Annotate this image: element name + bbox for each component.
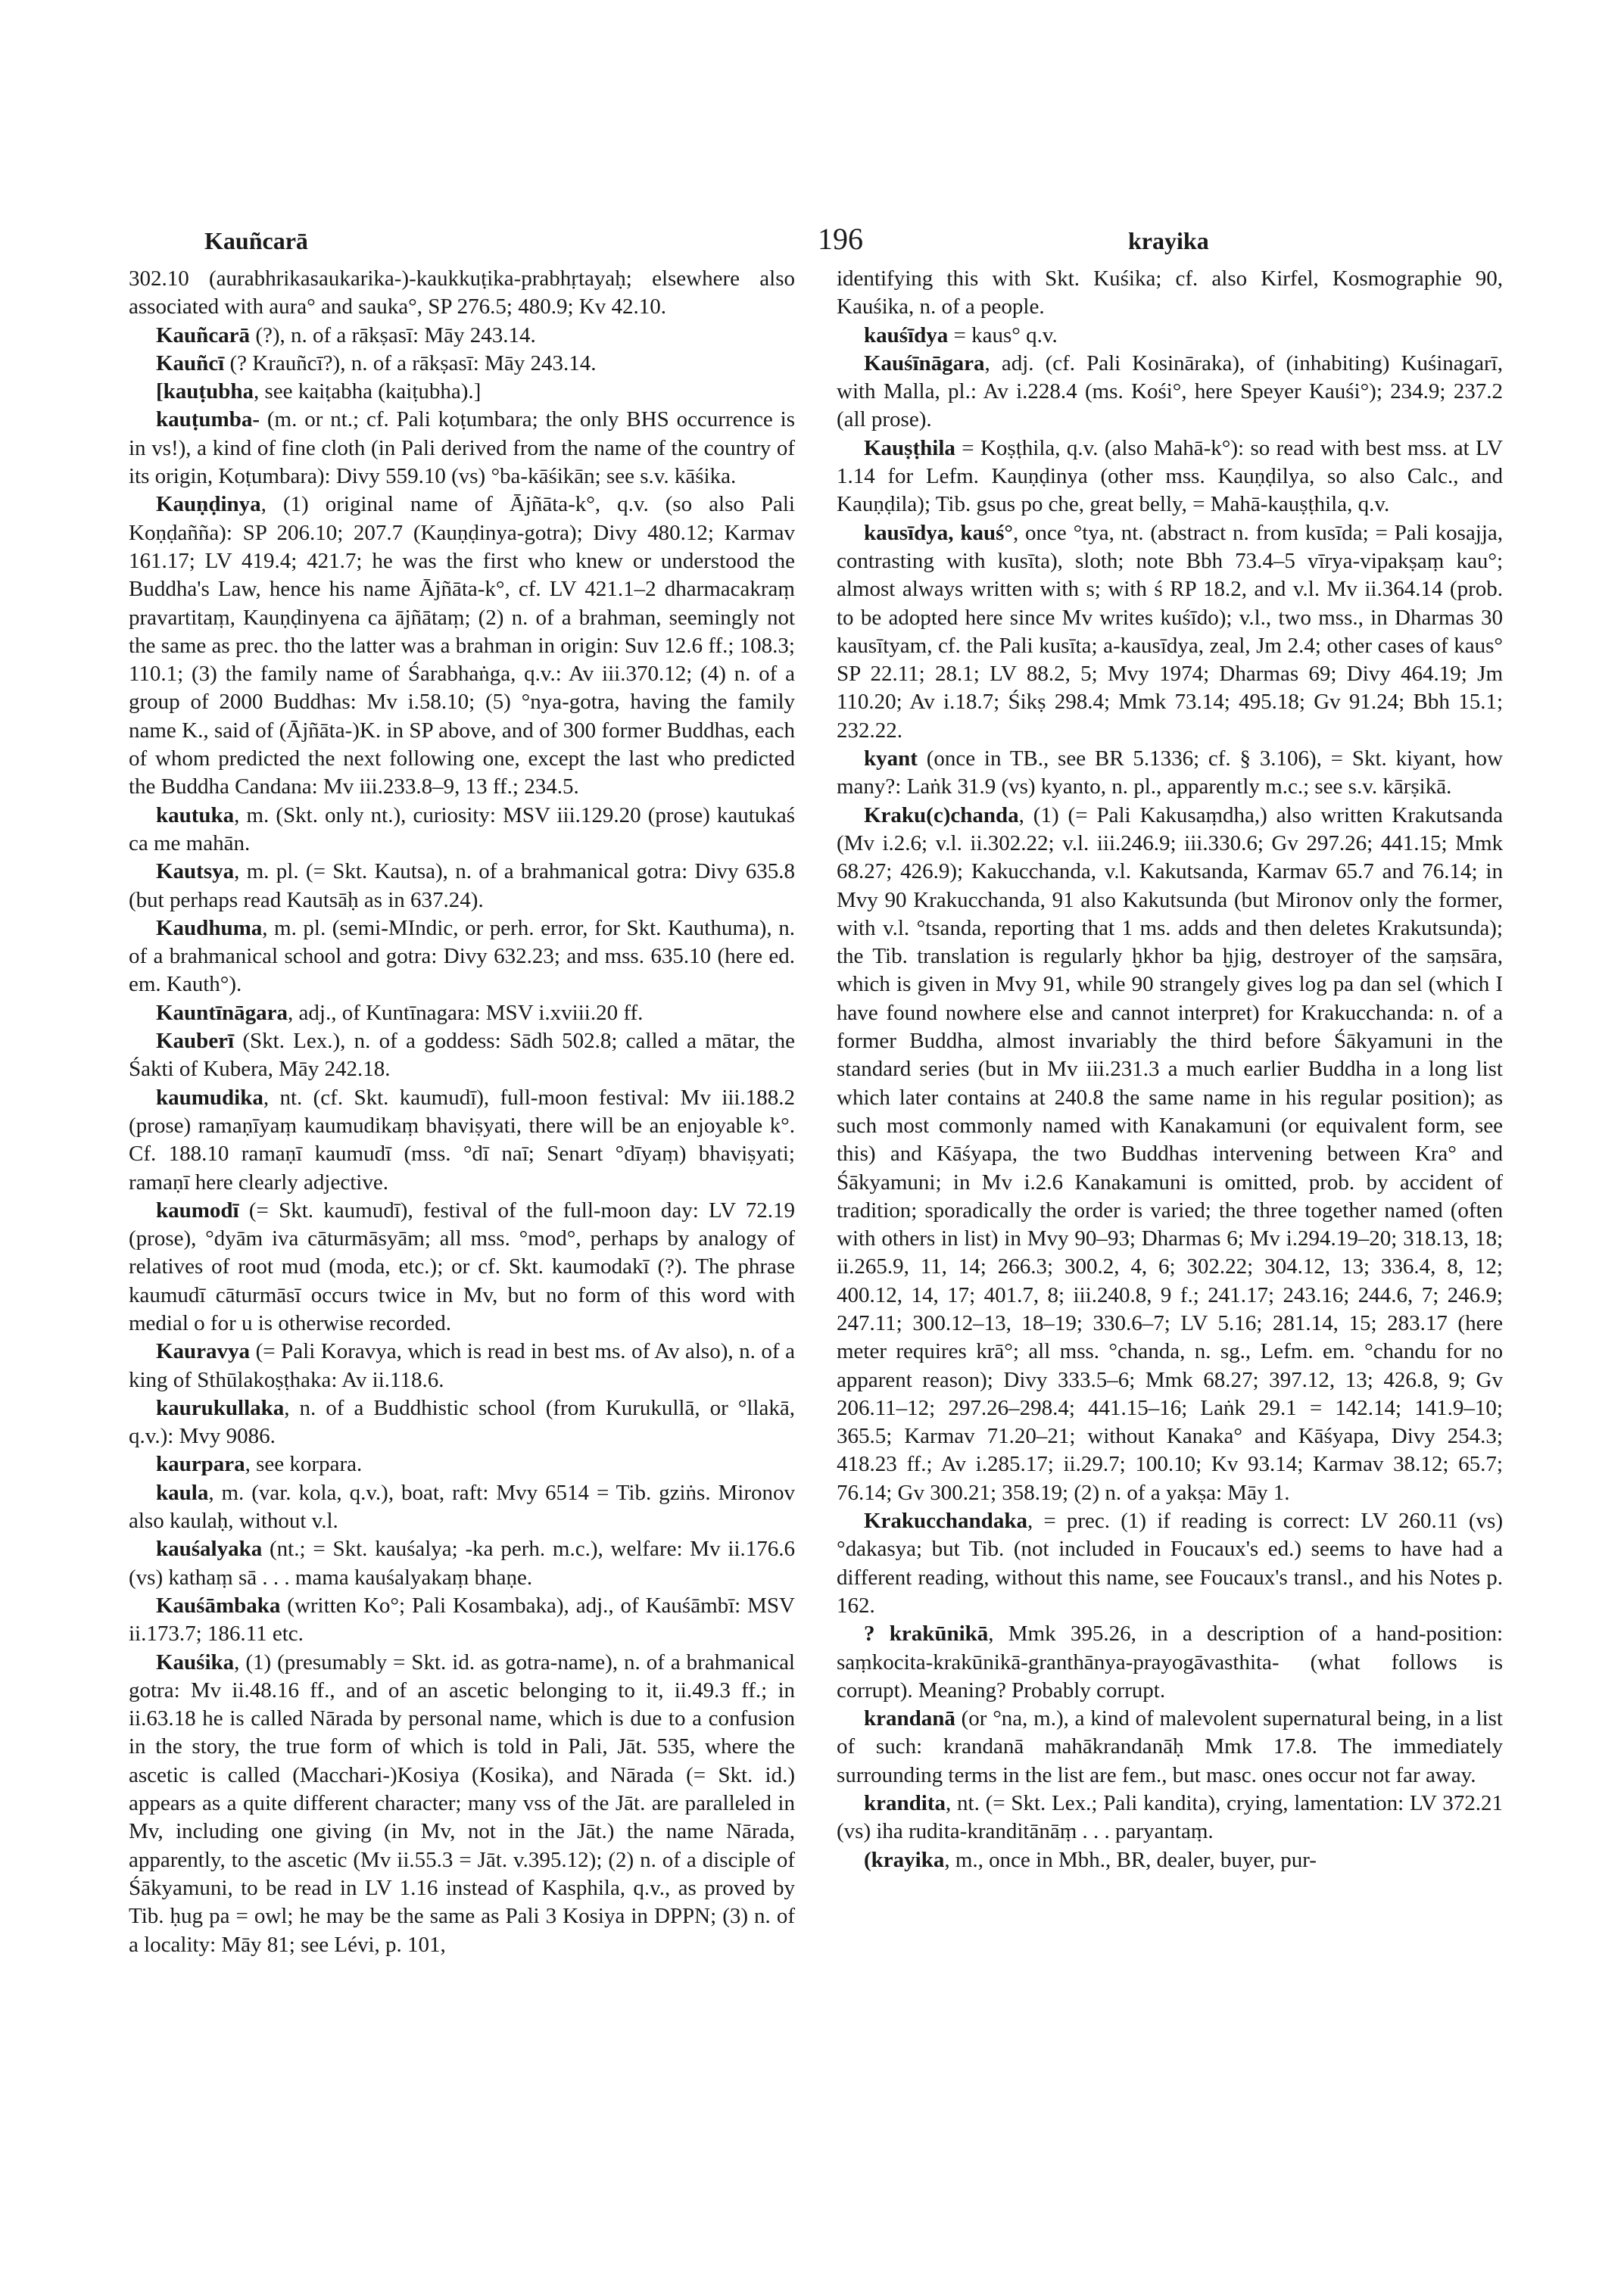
entry-text: , (1) original name of Ājñāta-k°, q.v. (so also Pali Koṇḍañña): SP 206.10; 207.7 (Kauṇḍinya-gotra); Divy 480.12; Karmav 161.17; LV 419.4; 421.7; he was the first who knew or understood the Buddha's Law, hence his name Ājñāta-k°, cf. LV 421.1–2 dharmacakraṃ pravartitaṃ, Kauṇḍinyena ca ājñātaṃ; (2) n. of a brahman, seemingly not the same as prec. tho the latter was a brahman in origin: Suv 12.6 ff.; 108.3; 110.1; (3) the family name of Śarabhaṅga, q.v.: Av iii.370.12; (4) n. of a group of 2000 Buddhas: Mv i.58.10; (5) °nya-gotra, having the family name K., said of (Ājñāta-)K. in SP above, and of 300 former Buddhas, each of whom predicted the next following one, except the last who predicted the Buddha Candana: Mv iii.233.8–9, 13 ff.; 234.5. [129, 492, 795, 799]
dictionary-entry [129, 1592, 795, 1649]
entry-text: , adj. (cf. Pali Kosinārakа), of (inhabiting) Kuśinagarī, with Malla, pl.: Av i.228.4 (ms. Kośi°, here Speyer Kauśi°); 234.9; 237.2 (all prose). [837, 350, 1503, 432]
entry-headword: kaumodī [156, 1198, 239, 1223]
dictionary-entry [129, 1338, 795, 1394]
dictionary-entry [837, 435, 1503, 519]
entry-headword: Kraku(c)chanda [864, 802, 1019, 827]
dictionary-entry [129, 802, 795, 858]
entry-text: (= Skt. kaumudī), festival of the full-moon day: LV 72.19 (prose), °dyām iva cāturmāsyām; all mss. °mod°, perhaps by analogy of relatives of root mud (moda, etc.); or cf. Skt. kaumodakī (?). The phrase kaumudī cāturmāsī occurs twice in Mv, but no form of this word with medial o for u is otherwise recorded. [129, 1198, 795, 1335]
dictionary-entry [837, 802, 1503, 1507]
page-number: 196 [818, 222, 863, 256]
dictionary-entry [129, 914, 795, 999]
entry-headword: Kauñcī [156, 350, 225, 375]
entry-text: (?), n. of a rākṣasī: Māy 243.14. [250, 322, 536, 347]
entry-text: identifying this with Skt. Kuśika; cf. also Kirfel, Kosmographie 90, Kauśika, n. of a people. [837, 266, 1503, 319]
entry-headword: Krakucchandaka [864, 1509, 1027, 1534]
entry-text: , = prec. (1) if reading is correct: LV 260.11 (vs) °dakasya; but Tib. (not included in Foucaux's ed.) seems to have had a different reading, without this name, see Foucaux's transl., and his Notes p. 162. [837, 1509, 1503, 1618]
dictionary-entry [837, 322, 1503, 350]
entry-headword: kaurpara [156, 1452, 245, 1477]
entry-headword: krandita [864, 1791, 946, 1816]
entry-headword: kausīdya, kauś° [864, 520, 1013, 545]
entry-text: (? Krauñcī?), n. of a rākṣasī: Māy 243.14. [224, 350, 597, 375]
entry-headword: [kauṭubha [156, 379, 254, 404]
entry-headword: Kauberī [156, 1029, 235, 1054]
dictionary-entry [129, 322, 795, 350]
dictionary-entry [129, 1027, 795, 1084]
entry-headword: Kauntīnāgara [156, 1000, 288, 1025]
left-column [129, 265, 795, 1959]
entry-text: , adj., of Kuntīnagara: MSV i.xviii.20 ff. [288, 1000, 644, 1025]
entry-text: , Mmk 395.26, in a description of a hand-position: saṃkocita-krakūnikā-granthānya-prayogāvasthita- (what follows is corrupt). Meaning? Probably corrupt. [837, 1622, 1503, 1703]
entry-text: , see korpara. [245, 1452, 363, 1477]
entry-text: 302.10 (aurabhrikasaukarika-)-kaukkuṭika-prabhṛtayaḥ; elsewhere also associated with aura° and sauka°, SP 276.5; 480.9; Kv 42.10. [129, 266, 795, 319]
dictionary-entry [837, 1846, 1503, 1874]
entry-text: (once in TB., see BR 5.1336; cf. § 3.106), = Skt. kiyant, how many?: Laṅk 31.9 (vs) kyanto, n. pl., apparently m.c.; see s.v. kārṣikā. [837, 746, 1503, 799]
dictionary-entry [129, 858, 795, 914]
dictionary-entry [129, 999, 795, 1027]
entry-text: , (1) (presumably = Skt. id. as gotra-name), n. of a brahmanical gotra: Mv ii.48.16 ff., and of an ascetic belonging to it, ii.49.3 ff.; in ii.63.18 he is called Nārada by personal name, which is due to a confusion in the story, the true form of which is told in Pali, Jāt. 535, where the ascetic is called (Macchari-)Kosiya (Kosika), and Nārada (= Skt. id.) appears as a quite different character; many vss of the Jāt. are paralleled in Mv, including one giving (in Mv, not in the Jāt.) the name Nārada, apparently, to the ascetic (Mv ii.55.3 = Jāt. v.395.12); (2) n. of a disciple of Śākyamuni, to be read in LV 1.16 instead of Kasphila, q.v., as proved by Tib. ḥug pa = owl; he may be the same as Pali 3 Kosiya in DPPN; (3) n. of a locality: Māy 81; see Lévi, p. 101, [129, 1650, 795, 1957]
dictionary-entry [129, 1394, 795, 1451]
dictionary-entry [837, 350, 1503, 435]
dictionary-entry [837, 1620, 1503, 1705]
entry-text: , nt. (cf. Skt. kaumudī), full-moon festival: Mv iii.188.2 (prose) ramaṇīyaṃ kaumudikaṃ bhaviṣyati, there will be an enjoyable k°. Cf. 188.10 ramaṇī kaumudī (mss. °dī naī; Senart °dīyaṃ) bhaviṣyati; ramaṇī here clearly adjective. [129, 1085, 795, 1195]
entry-text: (written Ko°; Pali Kosambaka), adj., of Kauśāmbī: MSV ii.173.7; 186.11 etc. [129, 1593, 795, 1647]
entry-headword: Kauñcarā [156, 322, 251, 347]
entry-text: (Skt. Lex.), n. of a goddess: Sādh 502.8; called a mātar, the Śakti of Kubera, Māy 242.18. [129, 1029, 795, 1082]
dictionary-entry [837, 265, 1503, 322]
entry-headword: kaumudika [156, 1085, 263, 1110]
dictionary-entry [129, 1084, 795, 1197]
dictionary-entry [129, 1649, 795, 1959]
entry-text: , n. of a Buddhistic school (from Kurukullā, or °llakā, q.v.): Mvy 9086. [129, 1395, 795, 1449]
entry-text: , once °tya, nt. (abstract n. from kusīda; = Pali kosajja, contrasting with kusīta), sloth; note Bbh 73.4–5 vīrya-vipakṣaṃ kau°; almost always written with s; with ś RP 18.2, and v.l. Mv ii.364.14 (prob. to be adopted here since Mv writes kuśīdo); v.l., two mss., in Dharmas 30 kausītyam, cf. the Pali kusīta; a-kausīdya, zeal, Jm 2.4; other cases of kaus° SP 22.11; 28.1; LV 88.2, 5; Mvy 1974; Dharmas 69; Divy 464.19; Jm 110.20; Av i.18.7; Śikṣ 298.4; Mmk 73.14; 495.18; Gv 91.24; Bbh 15.1; 232.22. [837, 520, 1503, 743]
dictionary-entry [129, 1479, 795, 1536]
running-head-right: krayika [1128, 227, 1209, 254]
entry-headword: Kauśīnāgara [864, 350, 985, 375]
entry-text: (m. or nt.; cf. Pali koṭumbara; the only BHS occurrence is in vs!), a kind of fine cloth (in Pali derived from the name of the country of its origin, Koṭumbara): Divy 559.10 (vs) °ba-kāśikān; see s.v. kāśika. [129, 407, 795, 489]
entry-text: (or °na, m.), a kind of malevolent supernatural being, in a list of such: krandanā mahākrandanāḥ Mmk 17.8. The immediately surrounding terms in the list are fem., but masc. ones occur not far away. [837, 1706, 1503, 1787]
entry-text: , m. (var. kola, q.v.), boat, raft: Mvy 6514 = Tib. gziṅs. Mironov also kaulaḥ, without v.l. [129, 1480, 795, 1534]
entry-headword: ? krakūnikā [864, 1622, 989, 1647]
dictionary-entry [129, 350, 795, 378]
entry-headword: kauṭumba- [156, 407, 260, 432]
entry-text: = kaus° q.v. [948, 322, 1058, 347]
entry-headword: Kauśāmbaka [156, 1593, 281, 1618]
entry-text: , m. (Skt. only nt.), curiosity: MSV iii.129.20 (prose) kautukaś ca me mahān. [129, 802, 795, 855]
entry-headword: Kauṇḍinya [156, 492, 261, 517]
dictionary-entry [837, 1790, 1503, 1846]
entry-headword: krandanā [864, 1706, 955, 1731]
entry-text: = Koṣṭhila, q.v. (also Mahā-k°): so read with best mss. at LV 1.14 for Lefm. Kauṇḍinya (other mss. Kauṇḍilya, so also Calc., and Kauṇḍila); Tib. gsus po che, great belly, = Mahā-kauṣṭhila, q.v. [837, 435, 1503, 517]
dictionary-entry [837, 1705, 1503, 1790]
right-column [837, 265, 1503, 1874]
entry-text: (= Pali Koravya, which is read in best ms. of Av also), n. of a king of Sthūlakoṣṭhaka: Av ii.118.6. [129, 1339, 795, 1392]
entry-text: , m. pl. (semi-MIndic, or perh. error, for Skt. Kauthuma), n. of a brahmanical school and gotra: Divy 632.23; and mss. 635.10 (here ed. em. Kauth°). [129, 915, 795, 997]
running-head-left: Kauñcarā [204, 227, 308, 254]
dictionary-entry [129, 265, 795, 322]
entry-text: , m. pl. (= Skt. Kautsa), n. of a brahmanical gotra: Divy 635.8 (but perhaps read Kautsāḥ as in 637.24). [129, 859, 795, 912]
entry-text: , see kaiṭabha (kaiṭubha).] [253, 379, 482, 404]
entry-headword: kautuka [156, 802, 235, 827]
dictionary-entry [129, 378, 795, 406]
entry-headword: Kauṣṭhila [864, 435, 955, 460]
entry-headword: kauśalyaka [156, 1537, 263, 1562]
entry-text: (nt.; = Skt. kauśalya; -ka perh. m.c.), welfare: Mv ii.176.6 (vs) kathaṃ sā . . . mama kauśalyakaṃ bhaṇe. [129, 1537, 795, 1590]
dictionary-entry [129, 491, 795, 801]
entry-text: , m., once in Mbh., BR, dealer, buyer, pur- [944, 1847, 1317, 1872]
entry-text: , (1) (= Pali Kakusaṃdha,) also written Krakutsanda (Mv i.2.6; v.l. ii.302.22; v.l. iii.246.9; iii.330.6; Gv 297.26; 441.15; Mmk 68.27; 426.9); Kakucchanda, v.l. Kakutsanda, Karmav 65.7 and 76.14; in Mvy 90 Krakucchanda, 91 also Kakutsunda (but Mironov only the former, with v.l. °tsanda, reporting that 1 ms. adds and then deletes Krakutsunda); the Tib. translation is regularly ḫkhor ba ḫjig, destroyer of the saṃsāra, which is given in Mvy 91, while 90 strangely gives log pa dan sel (which I have found nowhere else and cannot interpret) for Krakucchanda: n. of a former Buddha, almost invariably the third before Śākyamuni in the standard series (but in Mv iii.231.3 a much earlier Buddha in a long list which later contains at 240.8 the same name in his regular position); as such most commonly named with Kanakamuni (or equivalent form, see this) and Kāśyapa, the two Buddhas intervening between Kra° and Śākyamuni; in Mv i.2.6 Kanakamuni is omitted, prob. by accident of tradition; sporadically the order is varied; the three together named (often with others in list) in Mvy 90–93; Dharmas 6; Mv i.294.19–20; 318.13, 18; ii.265.9, 11, 14; 266.3; 300.2, 4, 6; 302.22; 304.12, 13; 336.4, 8, 12; 400.12, 14, 17; 401.7, 8; iii.240.8, 9 f.; 241.17; 243.16; 244.6, 7; 246.9; 247.11; 300.12–13, 18–19; 330.6–7; LV 5.16; 281.14, 15; 283.17 (here meter requires krā°; all mss. °chanda, n. sg., Lefm. em. °chandu for no apparent reason); Divy 333.5–6; Mmk 68.27; 397.12, 13; 426.8, 9; Gv 206.11–12; 297.26–298.4; 441.15–16; Laṅk 29.1 = 142.14; 141.9–10; 365.5; Karmav 71.20–21; without Kanaka° and Kāśyapa, Divy 254.3; 418.23 ff.; Av i.285.17; ii.29.7; 100.10; Kv 93.14; Karmav 38.12; 65.7; 76.14; Gv 300.21; 358.19; (2) n. of a yakṣa: Māy 1. [837, 802, 1503, 1505]
entry-headword: (krayika [864, 1847, 945, 1872]
dictionary-entry [129, 1535, 795, 1592]
dictionary-entry [129, 1450, 795, 1478]
entry-text: , nt. (= Skt. Lex.; Pali kandita), crying, lamentation: LV 372.21 (vs) iha rudita-kranditānāṃ . . . paryantaṃ. [837, 1791, 1503, 1844]
entry-headword: Kautsya [156, 859, 235, 884]
entry-headword: kaurukullaka [156, 1395, 285, 1420]
dictionary-entry [837, 745, 1503, 802]
dictionary-entry [837, 1507, 1503, 1620]
entry-headword: kaula [156, 1480, 209, 1505]
entry-headword: kauśīdya [864, 322, 949, 347]
dictionary-entry [837, 519, 1503, 745]
entry-headword: Kauśika [156, 1650, 235, 1675]
entry-headword: Kaudhuma [156, 915, 263, 940]
entry-headword: kyant [864, 746, 918, 771]
dictionary-entry [129, 1197, 795, 1338]
entry-headword: Kauravya [156, 1339, 251, 1364]
dictionary-entry [129, 406, 795, 491]
